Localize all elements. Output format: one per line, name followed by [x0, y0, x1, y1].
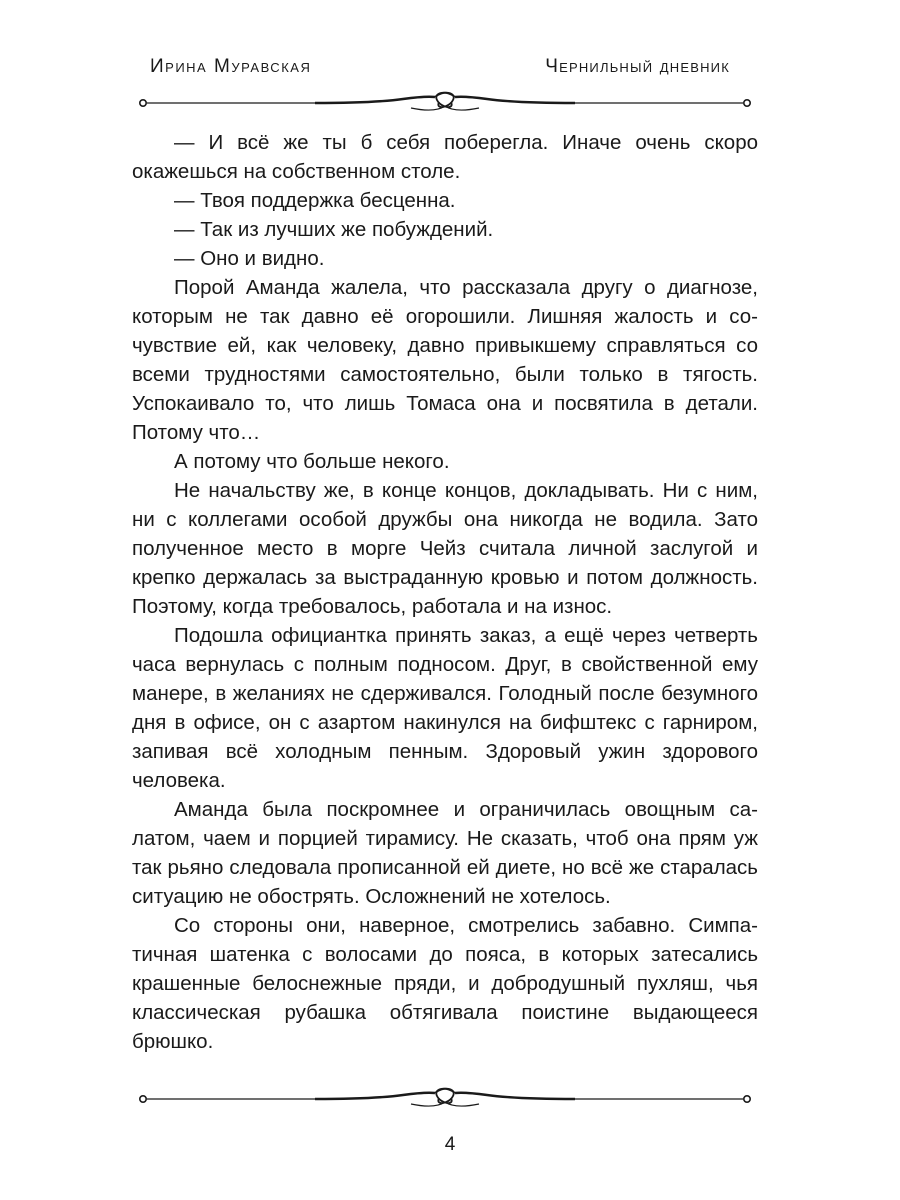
paragraph: Не начальству же, в конце концов, докладывать. Ни с ним, ни с коллегами особой дружбы она никогда не водила. Зато полученное место в морге Чейз считала личной заслугой и крепко держалась за выстраданную кровью и потом должность. Поэтому, когда требовалось, работала и на износ. — [132, 479, 758, 618]
paragraph: Подошла официантка принять заказ, а ещё через четверть часа вернулась с полным подносом. Друг, в свойственной ему манере, в желаниях не сдерживался. Голодный после безумного дня в офисе, он с азартом накинулся на бифштекс с гарниром, запивая всё холодным пенным. Здоровый ужин здорового человека. — [132, 624, 758, 792]
flourish-divider-icon — [135, 1082, 755, 1116]
page-number: 4 — [444, 1134, 456, 1155]
book-title: Чернильный дневник — [545, 56, 730, 77]
flourish-divider-icon — [135, 86, 755, 120]
paragraph: Порой Аманда жалела, что рассказала другу о диагнозе, которым не так давно её огорошили. Лишняя жалость и сочувствие ей, как человеку, давно привыкшему справляться со всеми трудностями самостоятельно, были только в тягость. Успокаивало то, что лишь Томаса она и посвятила в детали. Потому что… — [132, 276, 758, 444]
paragraph: — И всё же ты б себя поберегла. Иначе очень скоро окажешься на собственном столе. — [132, 131, 758, 183]
paragraph: А потому что больше некого. — [174, 450, 450, 473]
running-header — [150, 56, 730, 86]
paragraph: — Так из лучших же побуждений. — [174, 218, 494, 241]
body-text — [132, 128, 758, 1056]
author-name: Ирина Муравская — [150, 56, 312, 77]
paragraph: Со стороны они, наверное, смотрелись забавно. Симпатичная шатенка с волосами до пояса, в которых затесались крашенные белоснежные пряди, и добродушный пухляш, чья классическая рубашка обтягивала поистине выдающееся брюшко. — [132, 914, 758, 1053]
paragraph: — Твоя поддержка бесценна. — [174, 189, 456, 212]
paragraph: Аманда была поскромнее и ограничилась овощным салатом, чаем и порцией тирамису. Не сказать, чтоб она прям уж так рьяно следовала прописанной ей диете, но всё же старалась ситуацию не обострять. Осложнений не хотелось. — [132, 798, 758, 908]
paragraph: — Оно и видно. — [174, 247, 325, 270]
